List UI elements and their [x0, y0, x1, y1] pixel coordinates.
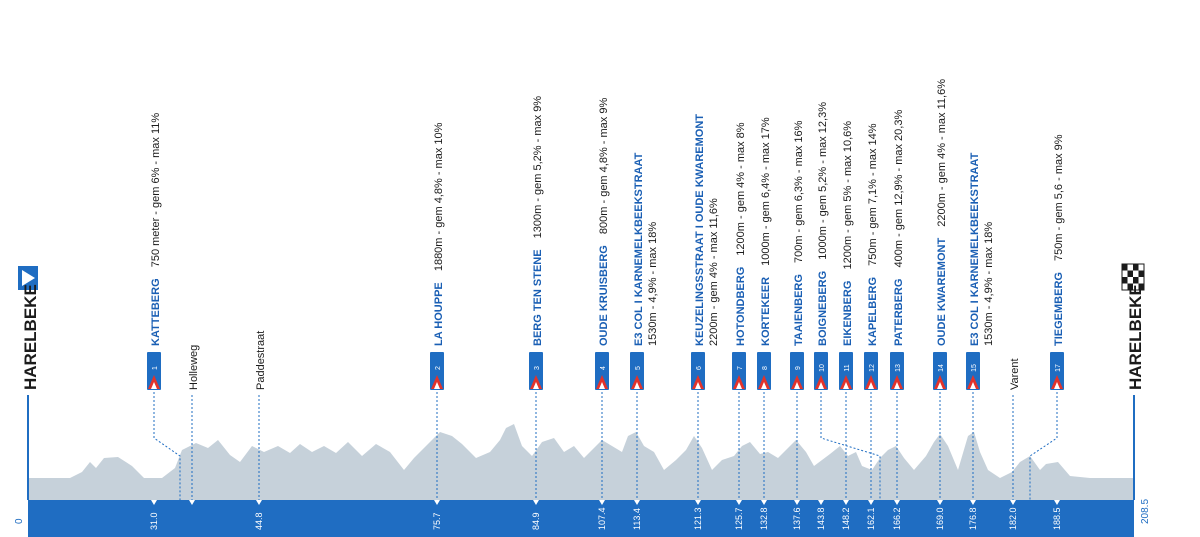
climb-number: 12: [869, 364, 876, 372]
climb-name: KATTEBERG: [150, 278, 162, 346]
svg-text:OUDE KRUISBERG 800m - gem 4,: [598, 98, 610, 346]
climb-detail: 1200m - gem 4% - max 8%: [735, 122, 747, 256]
climb-name: OUDE KWAREMONT: [936, 237, 948, 346]
climb-number: 2: [435, 366, 442, 370]
climb-name: OUDE KRUISBERG: [598, 245, 610, 346]
climb-badge-icon: [790, 352, 804, 390]
climb-name: TAAIENBERG: [793, 274, 805, 346]
climb-number: 5: [635, 366, 642, 370]
svg-text:KEUZELINGSSTRAAT I OUDE KWAREM: [694, 114, 706, 346]
km-label: 143.8: [816, 507, 826, 530]
climb-number: 1: [152, 366, 159, 370]
km-label: 31.0: [149, 512, 159, 530]
climb-badge-icon: [966, 352, 980, 390]
svg-text:BOIGNEBERG 1000m - gem 5,2%: [817, 102, 829, 346]
km-label: 169.0: [935, 507, 945, 530]
climb-badge-icon: [595, 352, 609, 390]
climb-name: TIEGEMBERG: [1053, 272, 1065, 346]
climb-detail: 1530m - 4,9% - max 18%: [983, 221, 995, 346]
climb-badge-icon: [1050, 352, 1064, 390]
climb-name: HOTONDBERG: [735, 266, 747, 346]
km-label: 132.8: [759, 507, 769, 530]
climb-badge-icon: [430, 352, 444, 390]
climb-name: EIKENBERG: [842, 280, 854, 346]
km-label: 121.3: [693, 507, 703, 530]
climb-detail: 400m - gem 12,9% - max 20,3%: [893, 109, 905, 268]
climb-badge-icon: [839, 352, 853, 390]
elevation-profile: [28, 424, 1134, 500]
finish-km-label: 208.5: [1140, 498, 1151, 524]
climb-badge-icon: [529, 352, 543, 390]
climb-number: 17: [1055, 364, 1062, 372]
km-label: 188.5: [1052, 507, 1062, 530]
svg-text:KORTEKEER 1000m - gem 6,4% -: [760, 117, 772, 346]
climb-detail: 1300m - gem 5,2% - max 9%: [532, 95, 544, 239]
climb-marker: [147, 113, 180, 530]
svg-text:E3 COL I KARNEMELKBEEKSTRAAT: [969, 152, 981, 346]
svg-text:EIKENBERG 1200m - gem 5% - m: [842, 121, 854, 346]
climb-number: 14: [938, 364, 945, 372]
svg-text:KATTEBERG 750 meter - gem 6%: [150, 113, 162, 346]
climb-number: 13: [895, 364, 902, 372]
climb-detail: 800m - gem 4,8% - max 9%: [598, 97, 610, 235]
climb-name: LA HOUPPE: [433, 282, 445, 346]
svg-text:TAAIENBERG 700m - gem 6,3% -: [793, 120, 805, 346]
svg-text:LA HOUPPE 1880m - gem 4,8% -: [433, 122, 445, 346]
climb-badge-icon: [757, 352, 771, 390]
km-label: 162.1: [866, 507, 876, 530]
climb-number: 6: [696, 366, 703, 370]
climb-name: E3 COL I KARNEMELKBEEKSTRAAT: [633, 152, 645, 346]
climb-name: BOIGNEBERG: [817, 270, 829, 346]
climb-name: KAPELBERG: [867, 276, 879, 346]
climb-badge-icon: [814, 352, 828, 390]
climb-detail: 1200m - gem 5% - max 10,6%: [842, 120, 854, 270]
finish-label: HARELBEKE: [1126, 284, 1145, 390]
climb-detail: 750 meter - gem 6% - max 11%: [150, 112, 162, 268]
waypoint-name: Varent: [1009, 358, 1021, 390]
climb-detail: 1880m - gem 4,8% - max 10%: [433, 122, 445, 272]
climb-name: KEUZELINGSSTRAAT I OUDE KWAREMONT: [694, 113, 706, 346]
svg-text:BERG TEN STENE 1300m - gem 5: [532, 96, 544, 346]
climb-number: 9: [795, 366, 802, 370]
km-label: 113.4: [632, 508, 642, 530]
km-label: 176.8: [968, 507, 978, 530]
climb-detail: 750m - gem 7,1% - max 14%: [867, 123, 879, 266]
svg-text:HOTONDBERG 1200m - gem 4% -: [735, 122, 747, 346]
svg-text:KAPELBERG 750m - gem 7,1% -: [867, 123, 879, 346]
km-label: 84.9: [531, 512, 541, 530]
waypoint-name: Holleweg: [188, 344, 200, 390]
climb-badge-icon: [630, 352, 644, 390]
climb-badge-icon: [890, 352, 904, 390]
svg-text:E3 COL I KARNEMELKBEEKSTRAAT: [633, 152, 645, 346]
climb-name: KORTEKEER: [760, 276, 772, 346]
climb-detail: 1530m - 4,9% - max 18%: [647, 221, 659, 346]
climb-badge-icon: [147, 352, 161, 390]
climb-detail: 700m - gem 6,3% - max 16%: [793, 120, 805, 264]
km-label: 107.4: [597, 507, 607, 530]
climb-badge-icon: [732, 352, 746, 390]
climb-number: 4: [600, 366, 607, 370]
start-km-label: 0: [14, 518, 25, 524]
km-label: 166.2: [892, 507, 902, 530]
climb-detail: 750m - gem 5,6 - max 9%: [1053, 134, 1065, 261]
svg-text:TIEGEMBERG 750m - gem 5,6 -: [1053, 134, 1065, 346]
climb-detail: 1000m - gem 5,2% - max 12,3%: [817, 102, 829, 260]
climb-badge-icon: [864, 352, 878, 390]
climb-badge-icon: [691, 352, 705, 390]
waypoint-name: Paddestraat: [255, 330, 267, 390]
climb-number: 11: [844, 364, 851, 372]
climb-name: E3 COL I KARNEMELKBEEKSTRAAT: [969, 152, 981, 346]
climb-detail: 1000m - gem 6,4% - max 17%: [760, 117, 772, 266]
svg-text:OUDE KWAREMONT 2200m - gem 4: [936, 79, 948, 346]
start-label: HARELBEKE: [21, 284, 40, 390]
climb-name: BERG TEN STENE: [532, 249, 544, 346]
climb-number: 15: [971, 364, 978, 372]
km-label: 182.0: [1008, 507, 1018, 530]
climb-name: PATERBERG: [893, 278, 905, 346]
km-label: 75.7: [432, 512, 442, 530]
km-label: 44.8: [254, 512, 264, 530]
climb-number: 7: [737, 366, 744, 370]
climb-number: 8: [762, 366, 769, 370]
climb-detail: 2200m - gem 4% - max 11,6%: [708, 198, 720, 346]
km-label: 125.7: [734, 507, 744, 530]
climb-number: 3: [534, 366, 541, 370]
svg-text:PATERBERG 400m - gem 12,9% -: [893, 110, 905, 346]
climb-number: 10: [819, 364, 826, 372]
km-label: 148.2: [841, 507, 851, 530]
km-label: 137.6: [792, 507, 802, 530]
climb-badge-icon: [933, 352, 947, 390]
climb-detail: 2200m - gem 4% - max 11,6%: [936, 79, 948, 227]
